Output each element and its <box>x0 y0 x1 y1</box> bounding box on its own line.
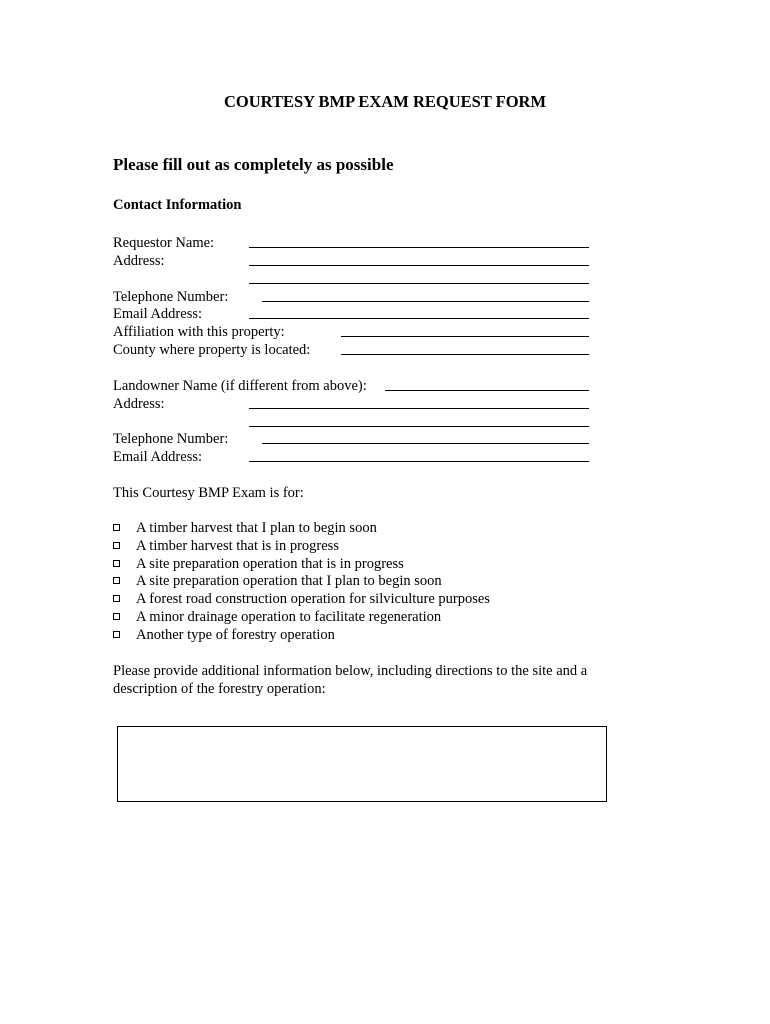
form-title: COURTESY BMP EXAM REQUEST FORM <box>223 92 547 111</box>
landowner-email-label: Email Address: <box>113 449 203 465</box>
checkbox-icon[interactable] <box>113 560 120 567</box>
additional-info-text-line-1: Please provide additional information below, including directions to the site and a <box>113 663 588 679</box>
landowner-telephone-label: Telephone Number: <box>113 431 229 447</box>
landowner-telephone-field[interactable] <box>262 426 589 444</box>
exam-option-label: A site preparation operation that is in progress <box>136 556 404 572</box>
additional-info-text-line-2: description of the forestry operation: <box>113 681 326 697</box>
exam-option-label: A forest road construction operation for silviculture purposes <box>136 591 490 607</box>
email-field[interactable] <box>249 301 589 319</box>
telephone-field[interactable] <box>262 284 589 302</box>
checkbox-icon[interactable] <box>113 542 120 549</box>
form-subtitle: Please fill out as completely as possible <box>113 155 394 174</box>
exam-option-label: A timber harvest that is in progress <box>136 538 339 554</box>
address-label: Address: <box>113 253 165 269</box>
requestor-name-field[interactable] <box>249 230 589 248</box>
email-label: Email Address: <box>113 306 203 322</box>
county-field[interactable] <box>341 337 589 355</box>
landowner-name-field[interactable] <box>385 373 589 391</box>
exam-option-label: A minor drainage operation to facilitate regeneration <box>136 609 442 625</box>
affiliation-field[interactable] <box>341 319 589 337</box>
additional-info-textbox[interactable] <box>117 726 607 802</box>
landowner-address-field-line-1[interactable] <box>249 391 589 409</box>
county-label: County where property is located: <box>113 342 311 358</box>
affiliation-label: Affiliation with this property: <box>113 324 285 340</box>
landowner-name-label: Landowner Name (if different from above): <box>113 378 367 394</box>
exam-option-label: Another type of forestry operation <box>136 627 335 643</box>
telephone-label: Telephone Number: <box>113 289 229 305</box>
checkbox-icon[interactable] <box>113 613 120 620</box>
exam-option-label: A site preparation operation that I plan to begin soon <box>136 573 442 589</box>
contact-section-heading: Contact Information <box>113 197 242 213</box>
landowner-address-label: Address: <box>113 396 165 412</box>
checkbox-icon[interactable] <box>113 595 120 602</box>
checkbox-icon[interactable] <box>113 577 120 584</box>
landowner-address-field-line-2[interactable] <box>249 409 589 427</box>
address-field-line-2[interactable] <box>249 266 589 284</box>
exam-option-label: A timber harvest that I plan to begin soon <box>136 520 377 536</box>
landowner-email-field[interactable] <box>249 444 589 462</box>
requestor-name-label: Requestor Name: <box>113 235 215 251</box>
checkbox-icon[interactable] <box>113 631 120 638</box>
checkbox-icon[interactable] <box>113 524 120 531</box>
address-field-line-1[interactable] <box>249 248 589 266</box>
exam-for-prompt: This Courtesy BMP Exam is for: <box>113 485 304 501</box>
